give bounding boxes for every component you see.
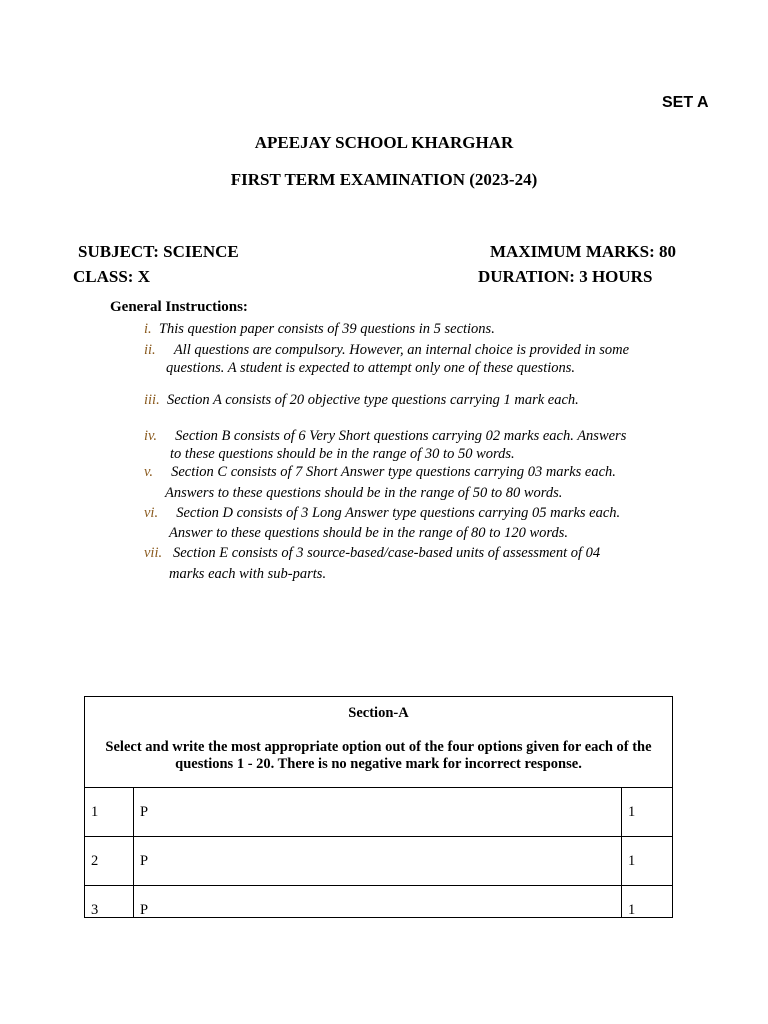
question-text: P <box>134 788 622 837</box>
table-row <box>85 788 673 837</box>
instruction-text-cont: Answer to these questions should be in the range of 80 to 120 words. <box>169 525 569 541</box>
instruction-text: Section C consists of 7 Short Answer type questions carrying 03 marks each. <box>171 464 616 480</box>
table-row <box>85 886 673 919</box>
instruction-item <box>144 504 620 522</box>
section-a-table <box>84 696 673 918</box>
section-header-cell <box>85 697 673 788</box>
instruction-item <box>144 320 495 338</box>
section-description: Select and write the most appropriate option out of the four options given for each of the questions 1 - 20. There is no negative mark for incorrect response. <box>105 739 652 772</box>
question-number: 2 <box>85 837 134 886</box>
table-bottom-border <box>84 917 673 918</box>
subject-label: SUBJECT: SCIENCE <box>78 242 239 261</box>
section-title: Section-A <box>348 705 409 721</box>
table-row <box>85 837 673 886</box>
school-name: APEEJAY SCHOOL KHARGHAR <box>254 133 514 152</box>
instruction-item <box>144 544 600 562</box>
instruction-text-cont: questions. A student is expected to attempt only one of these questions. <box>166 360 576 376</box>
question-marks: 1 <box>622 788 673 837</box>
instruction-text-cont: marks each with sub-parts. <box>169 566 327 582</box>
instruction-item <box>144 463 616 481</box>
section-a-container <box>84 696 674 918</box>
question-text: P <box>134 886 622 919</box>
instruction-item <box>144 391 579 409</box>
instruction-number: iv. <box>144 428 158 444</box>
section-header-row <box>85 697 673 788</box>
duration-label: DURATION: 3 HOURS <box>478 267 653 286</box>
question-number: 3 <box>85 886 134 919</box>
set-label: SET A <box>662 94 709 111</box>
exam-title: FIRST TERM EXAMINATION (2023-24) <box>230 170 538 189</box>
instruction-number: vii. <box>144 545 163 561</box>
instruction-number: iii. <box>144 392 160 408</box>
instruction-number: i. <box>144 321 152 337</box>
instruction-text: Section A consists of 20 objective type questions carrying 1 mark each. <box>166 392 579 408</box>
instruction-number: vi. <box>144 505 159 521</box>
question-number: 1 <box>85 788 134 837</box>
instruction-number: ii. <box>144 342 156 358</box>
instruction-text: Section E consists of 3 source-based/case-based units of assessment of 04 <box>173 545 601 561</box>
question-text: P <box>134 837 622 886</box>
instructions-heading: General Instructions: <box>110 299 248 315</box>
instruction-number: v. <box>144 464 153 480</box>
max-marks-label: MAXIMUM MARKS: 80 <box>490 242 677 261</box>
instruction-text: Section D consists of 3 Long Answer type questions carrying 05 marks each. <box>176 505 621 521</box>
instruction-text-cont: to these questions should be in the range of 30 to 50 words. <box>170 446 515 462</box>
question-marks: 1 <box>622 886 673 919</box>
instruction-text: This question paper consists of 39 questions in 5 sections. <box>158 321 495 337</box>
question-marks: 1 <box>622 837 673 886</box>
instruction-item <box>144 341 629 359</box>
instruction-item <box>144 427 626 445</box>
instruction-text: Section B consists of 6 Very Short questions carrying 02 marks each. Answers <box>175 428 627 444</box>
instruction-text-cont: Answers to these questions should be in the range of 50 to 80 words. <box>165 485 563 501</box>
class-label: CLASS: X <box>73 267 150 286</box>
instruction-text: All questions are compulsory. However, an internal choice is provided in some <box>173 342 630 358</box>
